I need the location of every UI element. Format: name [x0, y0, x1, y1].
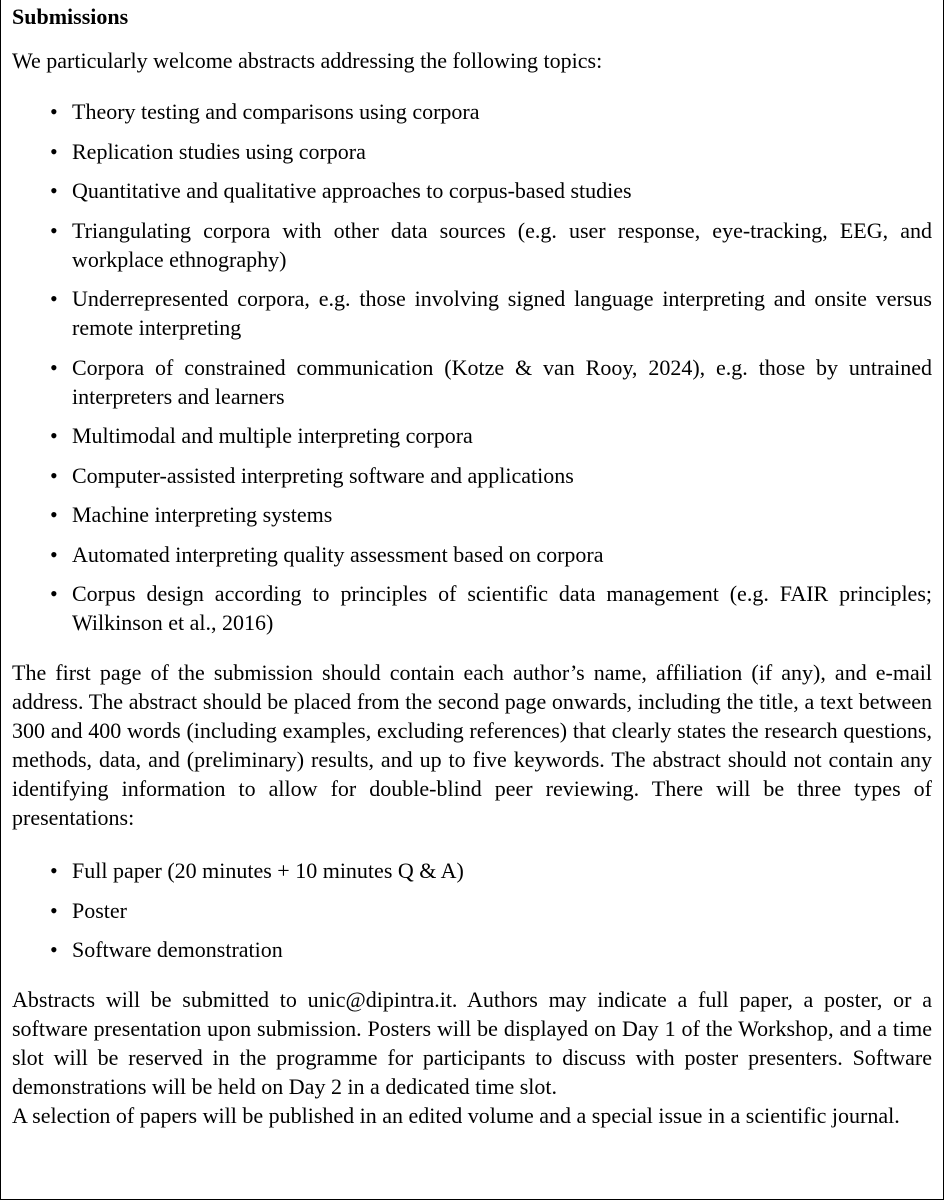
- list-item: [12, 461, 932, 490]
- list-item: [12, 97, 932, 126]
- intro-paragraph: We particularly welcome abstracts addressing the following topics:: [12, 48, 603, 73]
- list-item-text: Automated interpreting quality assessment based on corpora: [72, 541, 604, 567]
- list-item: [12, 856, 932, 885]
- list-item-text: Computer-assisted interpreting software and applications: [72, 462, 574, 488]
- bullet-icon: •: [50, 99, 58, 124]
- list-item: [12, 284, 932, 342]
- bullet-icon: •: [50, 858, 58, 883]
- list-item-text: Poster: [72, 897, 127, 923]
- list-item: [12, 421, 932, 450]
- list-item-text: Theory testing and comparisons using corpora: [72, 99, 480, 124]
- section-heading: Submissions: [12, 4, 129, 29]
- list-item: [12, 540, 932, 569]
- bullet-icon: •: [50, 423, 58, 448]
- list-item: [12, 500, 932, 529]
- list-item: [12, 935, 932, 964]
- list-item-text: Replication studies using corpora: [72, 138, 366, 164]
- list-item: [12, 137, 932, 166]
- bullet-icon: •: [50, 897, 58, 923]
- bullet-icon: •: [50, 354, 58, 380]
- list-item: [12, 896, 932, 925]
- bullet-icon: •: [50, 502, 58, 527]
- bullet-icon: •: [50, 581, 58, 606]
- bullet-icon: •: [50, 937, 58, 962]
- list-item-text: Software demonstration: [72, 937, 283, 962]
- bullet-icon: •: [50, 286, 58, 311]
- bullet-icon: •: [50, 138, 58, 164]
- list-item-text: Multimodal and multiple interpreting corpora: [72, 423, 473, 448]
- submission-paragraph: The first page of the submission should contain each author’s name, affiliation (if any), and e-mail address. The abstract should be placed from the second page onwards, including the title, a text between 300 and 400 words (including examples, excluding references) that clearly states the research questions, methods, data, and (preliminary) results, and up to five keywords. The abstract should not contain any identifying information to allow for double-blind peer reviewing. There will be three types of presentations:: [12, 660, 932, 830]
- presentation-types-list: [12, 856, 932, 964]
- final-paragraph: A selection of papers will be published in an edited volume and a special issue in a scientific journal.: [12, 1103, 900, 1128]
- list-item: [12, 579, 932, 637]
- list-item-text: Machine interpreting systems: [72, 502, 333, 527]
- list-item-text: Full paper (20 minutes + 10 minutes Q & A): [72, 858, 464, 883]
- bullet-icon: •: [50, 462, 58, 488]
- list-item-text: Triangulating corpora with other data sources (e.g. user response, eye-tracking, EEG, and workplace ethnography): [72, 217, 932, 272]
- list-item: [12, 353, 932, 411]
- closing-paragraph: Abstracts will be submitted to unic@dipintra.it. Authors may indicate a full paper, a poster, or a software presentation upon submission. Posters will be displayed on Day 1 of the Workshop, and a time slot will be reserved in the programme for participants to discuss with poster presenters. Software demonstrations will be held on Day 2 in a dedicated time slot.: [12, 987, 932, 1099]
- topics-list: [12, 97, 932, 637]
- bullet-icon: •: [50, 541, 58, 567]
- bullet-icon: •: [50, 217, 58, 243]
- list-item: [12, 176, 932, 205]
- bullet-icon: •: [50, 178, 58, 203]
- list-item-text: Corpus design according to principles of scientific data management (e.g. FAIR principles; Wilkinson et al., 2016): [72, 581, 932, 635]
- list-item-text: Corpora of constrained communication (Kotze & van Rooy, 2024), e.g. those by untrained interpreters and learners: [72, 354, 932, 409]
- document-content: [12, 0, 932, 1130]
- list-item-text: Underrepresented corpora, e.g. those involving signed language interpreting and onsite versus remote interpreting: [72, 286, 932, 340]
- list-item: [12, 216, 932, 274]
- list-item-text: Quantitative and qualitative approaches to corpus-based studies: [72, 178, 632, 203]
